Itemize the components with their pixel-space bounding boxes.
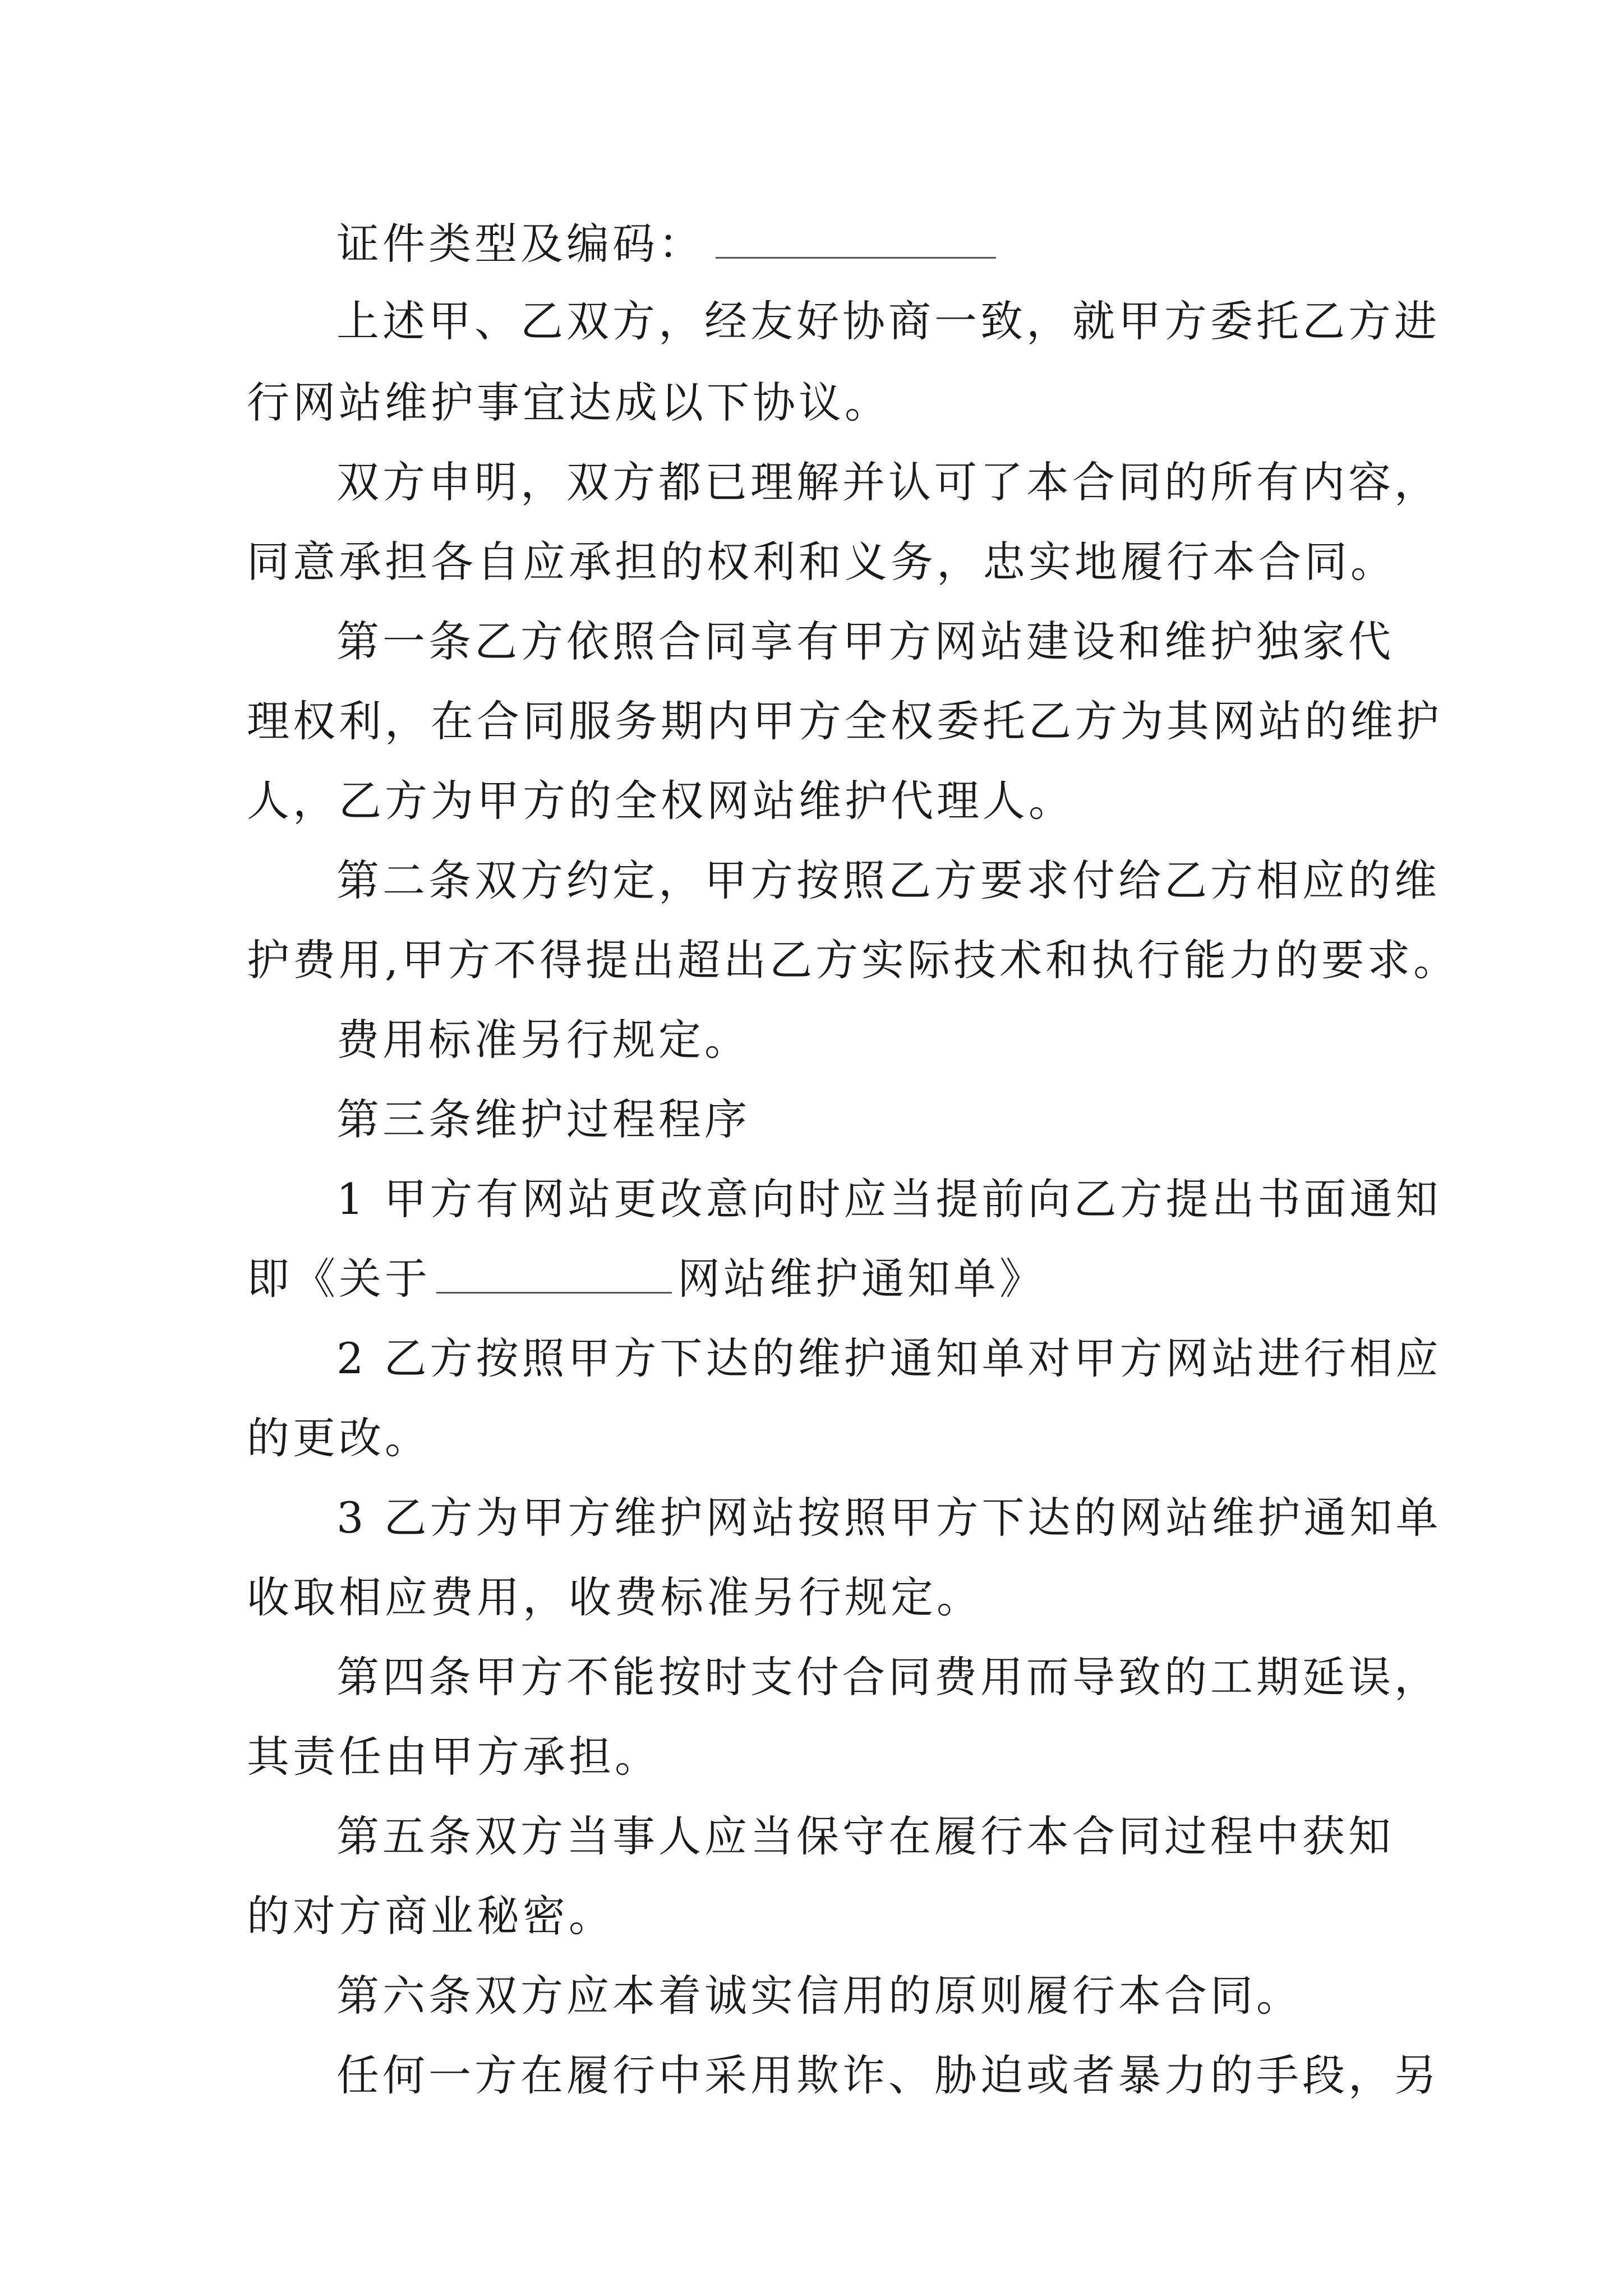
paragraph-line: 人，乙方为甲方的全权网站维护代理人。 [247, 776, 1075, 826]
notice-prefix: 即《关于 [247, 1254, 431, 1304]
paragraph-line: 1 甲方有网站更改意向时应当提前向乙方提出书面通知 [336, 1174, 1442, 1224]
paragraph-line: 任何一方在履行中采用欺诈、胁迫或者暴力的手段，另 [336, 2050, 1440, 2100]
notice-name-blank [436, 1258, 672, 1294]
paragraph-line: 第六条双方应本着诚实信用的原则履行本合同。 [336, 1971, 1302, 2021]
paragraph-line: 第二条双方约定，甲方按照乙方要求付给乙方相应的维 [336, 855, 1440, 905]
paragraph-line: 收取相应费用，收费标准另行规定。 [247, 1572, 983, 1622]
notice-suffix: 网站维护通知单》 [677, 1254, 1045, 1304]
id-number-blank [716, 223, 996, 259]
paragraph-line: 上述甲、乙双方，经友好协商一致，就甲方委托乙方进 [336, 296, 1440, 346]
paragraph-line: 其责任由甲方承担。 [247, 1732, 661, 1782]
paragraph-line: 第一条乙方依照合同享有甲方网站建设和维护独家代 [336, 616, 1394, 666]
id-type-line [336, 210, 996, 278]
paragraph-line: 护费用,甲方不得提出超出乙方实际技术和执行能力的要求。 [247, 935, 1460, 985]
section-heading: 第三条维护过程程序 [336, 1094, 750, 1144]
notice-line [247, 1245, 1045, 1313]
paragraph-line: 行网站维护事宜达成以下协议。 [247, 378, 891, 427]
paragraph-line: 同意承担各自应承担的权利和义务，忠实地履行本合同。 [247, 537, 1396, 587]
paragraph-line: 的更改。 [247, 1413, 431, 1463]
paragraph-line: 理权利，在合同服务期内甲方全权委托乙方为其网站的维护 [247, 696, 1442, 746]
paragraph-line: 第四条甲方不能按时支付合同费用而导致的工期延误， [336, 1652, 1440, 1702]
paragraph-line: 2 乙方按照甲方下达的维护通知单对甲方网站进行相应 [336, 1333, 1442, 1383]
paragraph-line: 双方申明，双方都已理解并认可了本合同的所有内容， [336, 457, 1440, 507]
paragraph-line: 第五条双方当事人应当保守在履行本合同过程中获知 [336, 1811, 1394, 1861]
paragraph-line: 费用标准另行规定。 [336, 1015, 750, 1065]
id-type-label: 证件类型及编码： [336, 219, 704, 269]
paragraph-line: 的对方商业秘密。 [247, 1891, 615, 1941]
paragraph-line: 3 乙方为甲方维护网站按照甲方下达的网站维护通知单 [336, 1493, 1442, 1543]
